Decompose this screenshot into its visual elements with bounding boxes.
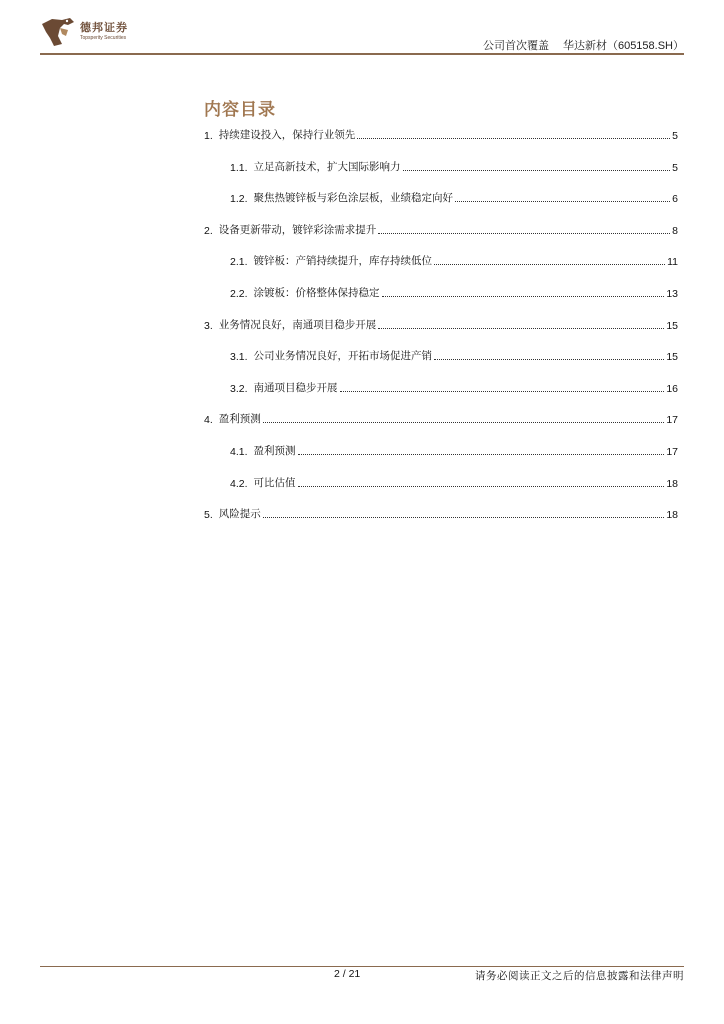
toc-entry-title: 涂镀板：价格整体保持稳定 xyxy=(253,287,380,299)
toc-entry-title: 设备更新带动，镀锌彩涂需求提升 xyxy=(218,223,377,236)
page-number: 2 / 21 xyxy=(334,968,361,980)
toc-entry[interactable] xyxy=(230,284,678,300)
toc-entry-number: 4.2. xyxy=(230,477,248,490)
toc-entry-title: 盈利预测 xyxy=(218,413,261,426)
toc-entry-title: 聚焦热镀锌板与彩色涂层板，业绩稳定向好 xyxy=(253,192,454,205)
toc-entry-page: 5 xyxy=(672,130,678,142)
toc-leader-dots xyxy=(340,391,665,392)
toc-entry-page: 11 xyxy=(667,256,678,269)
toc-entry[interactable] xyxy=(204,221,678,237)
toc-entry-title: 风险提示 xyxy=(218,508,261,521)
report-header xyxy=(483,37,684,53)
toc-entry-number: 3.2. xyxy=(230,382,248,395)
toc-entry-title: 立足高新技术，扩大国际影响力 xyxy=(253,160,401,173)
toc-entry-page: 18 xyxy=(666,477,678,490)
toc-entry-number: 3. xyxy=(204,319,213,332)
toc-entry-number: 1. xyxy=(204,130,213,142)
toc-entry-number: 3.1. xyxy=(230,351,248,364)
toc-leader-dots xyxy=(434,359,664,360)
toc-entry-number: 2.2. xyxy=(230,288,248,300)
toc-entry-number: 4. xyxy=(204,414,213,427)
toc-leader-dots xyxy=(298,454,665,455)
toc-entry-title: 盈利预测 xyxy=(253,445,296,457)
footer-rule xyxy=(40,966,684,967)
toc-leader-dots xyxy=(263,517,665,518)
toc-entry[interactable] xyxy=(204,410,678,426)
toc-entry[interactable] xyxy=(230,252,678,268)
toc-entry-title: 业务情况良好，南通项目稳步开展 xyxy=(218,318,377,331)
toc-entry-number: 2.1. xyxy=(230,256,248,269)
toc-entry-page: 15 xyxy=(666,319,678,332)
company-ticker: 华达新材（605158.SH） xyxy=(562,40,684,52)
toc-entry-page: 5 xyxy=(672,161,678,174)
toc-title: 内容目录 xyxy=(204,100,276,119)
toc-entry-title: 南通项目稳步开展 xyxy=(253,381,338,394)
toc-entry-page: 17 xyxy=(666,414,678,427)
toc-entry[interactable] xyxy=(204,316,678,332)
toc-leader-dots xyxy=(263,422,665,423)
toc-entry[interactable] xyxy=(230,474,678,490)
toc-entry-page: 6 xyxy=(672,193,678,206)
toc-entry[interactable] xyxy=(230,442,678,458)
toc-leader-dots xyxy=(298,486,665,487)
toc-leader-dots xyxy=(382,296,665,297)
toc-entry-title: 公司业务情况良好，开拓市场促进产销 xyxy=(253,350,433,363)
toc-leader-dots xyxy=(403,170,670,171)
toc-leader-dots xyxy=(357,138,670,139)
toc-entry-title: 持续建设投入，保持行业领先 xyxy=(218,129,356,141)
report-type: 公司首次覆盖 xyxy=(482,40,549,52)
toc-entry-title: 可比估值 xyxy=(253,476,296,489)
toc-entry-title: 镀锌板：产销持续提升，库存持续低位 xyxy=(253,255,433,268)
topsperity-logo-icon xyxy=(40,16,76,48)
toc-entry-number: 1.1. xyxy=(230,161,248,174)
toc-entry[interactable] xyxy=(230,158,678,174)
logo-chinese-name: 德邦证券 xyxy=(80,22,128,34)
toc-entry-page: 13 xyxy=(666,288,678,300)
toc-leader-dots xyxy=(378,233,670,234)
toc-entry-number: 2. xyxy=(204,224,213,237)
toc-entry-page: 18 xyxy=(666,509,678,522)
toc-entry[interactable] xyxy=(230,379,678,395)
toc-entry[interactable] xyxy=(230,347,678,363)
toc-entry-page: 15 xyxy=(666,351,678,364)
header-rule xyxy=(40,53,684,55)
toc-entry-page: 16 xyxy=(666,382,678,395)
toc-entry[interactable] xyxy=(204,126,678,142)
toc-entry-number: 5. xyxy=(204,509,213,522)
toc-leader-dots xyxy=(434,264,665,265)
toc-entry-page: 8 xyxy=(672,224,678,237)
toc-entry[interactable] xyxy=(230,189,678,205)
logo-english-name: Topsperity Securities xyxy=(80,35,127,41)
toc-entry-page: 17 xyxy=(666,446,678,458)
toc-leader-dots xyxy=(455,201,670,202)
toc-entry-number: 1.2. xyxy=(230,193,248,206)
toc-entry[interactable] xyxy=(204,505,678,521)
toc-leader-dots xyxy=(378,328,664,329)
company-logo xyxy=(40,14,150,50)
toc-entry-number: 4.1. xyxy=(230,446,248,458)
disclaimer-note: 请务必阅读正文之后的信息披露和法律声明 xyxy=(475,970,684,982)
